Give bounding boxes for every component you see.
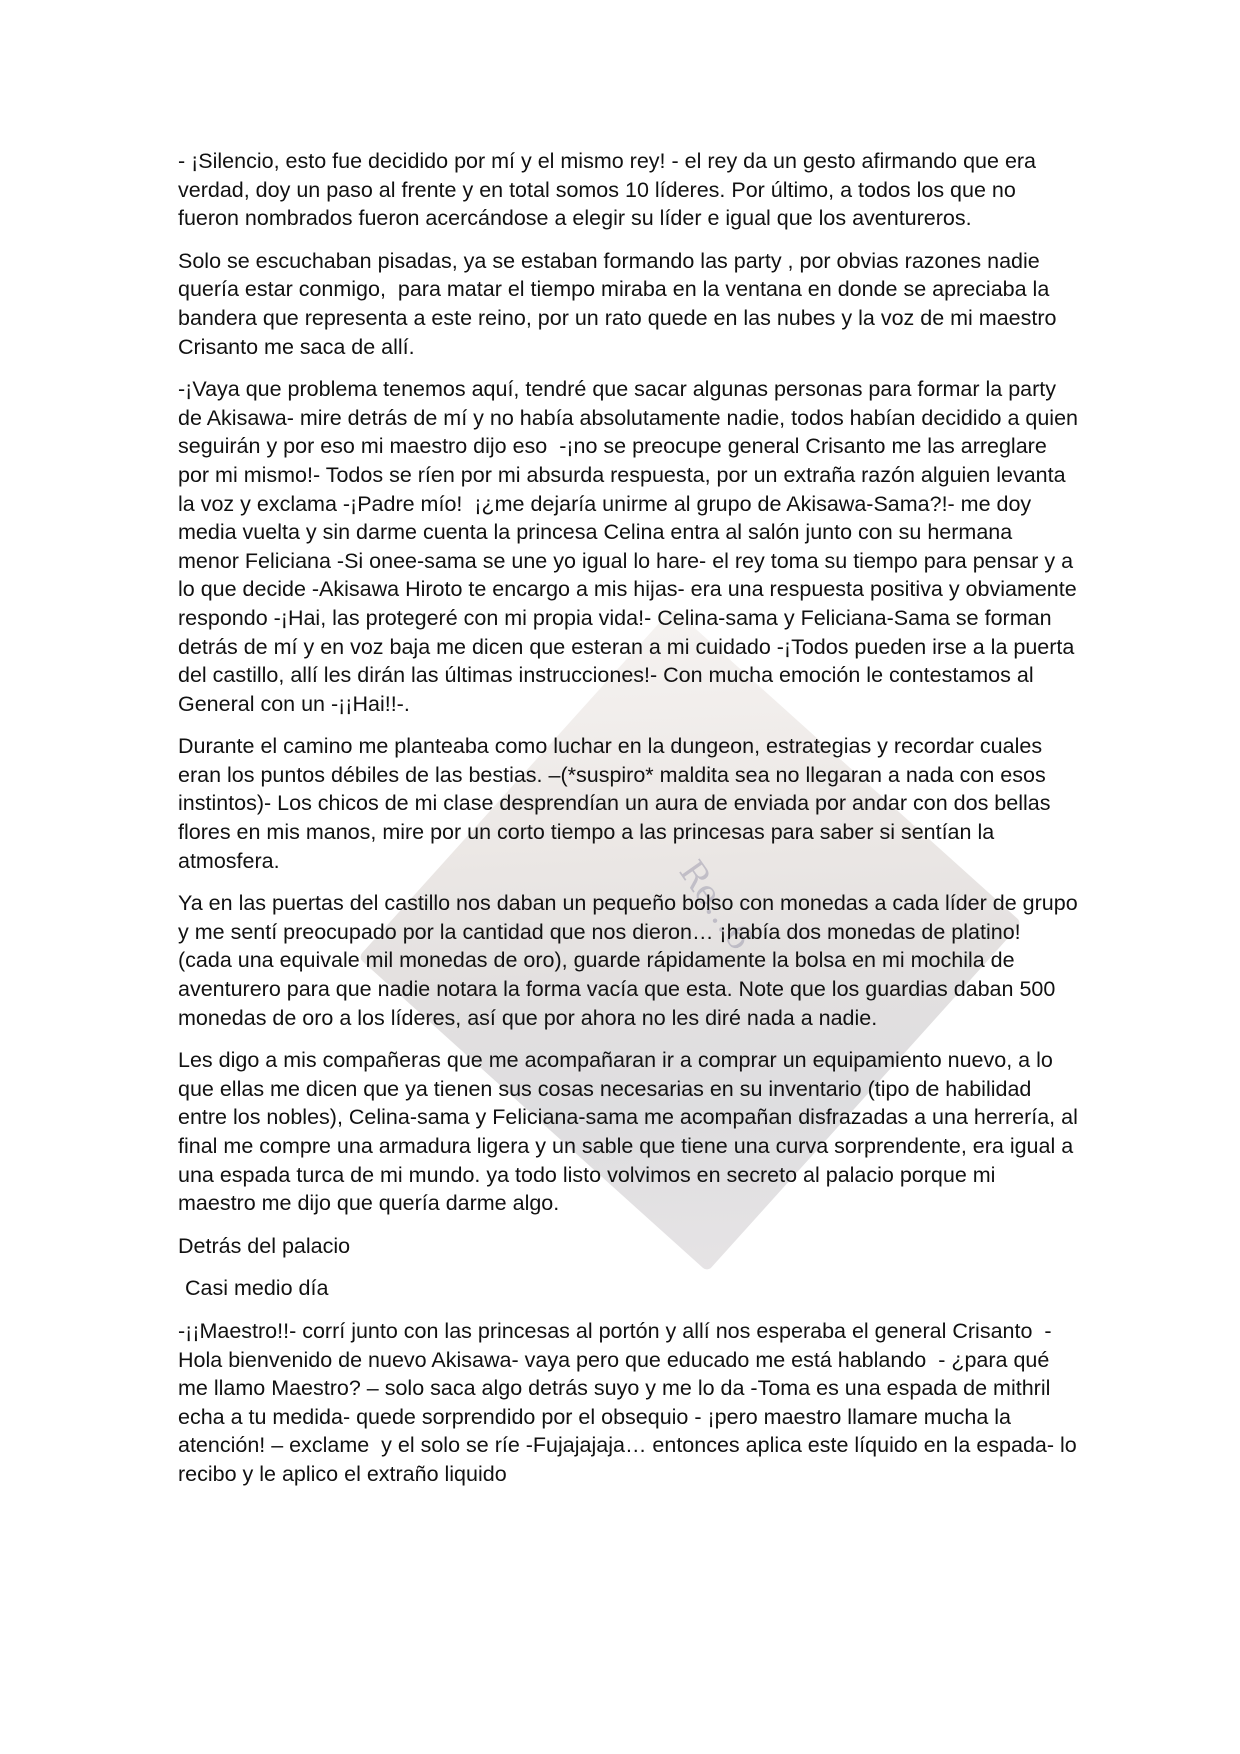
paragraph-7: -¡¡Maestro!!- corrí junto con las princesas al portón y allí nos esperaba el general Crisanto -Hola bienvenido de nuevo Akisawa- vaya pero que educado me está hablando - ¿para qué me llamo Maestro? – solo saca algo detrás suyo y me lo da -Toma es una espada de mithril echa a tu medida- quede sorprendido por el obsequio - ¡pero maestro llamare mucha la atención! – exclame y el solo se ríe -Fujajajaja… entonces aplica este líquido en la espada- lo recibo y le aplico el extraño liquido: [178, 1318, 1083, 1486]
section-heading: Detrás del palacio: [178, 1233, 351, 1258]
paragraph-5: Ya en las puertas del castillo nos daban un pequeño bolso con monedas a cada líder de grupo y me sentí preocupado por la cantidad que nos dieron… ¡había dos monedas de platino! (cada una equivale mil monedas de oro), guarde rápidamente la bolsa en mi mochila de aventurero para que nadie notara la forma vacía que esta. Note que los guardias daban 500 monedas de oro a los líderes, así que por ahora no les diré nada a nadie.: [178, 891, 1084, 1030]
paragraph-4: Durante el camino me planteaba como luchar en la dungeon, estrategias y recordar cuales eran los puntos débiles de las bestias. –(*suspiro* maldita sea no llegaran a nada con esos instintos)- Los chicos de mi clase desprendían un aura de enviada por andar con dos bellas flores en mis manos, mire por un corto tiempo a las princesas para saber si sentían la atmosfera.: [178, 734, 1057, 873]
paragraph-2: Solo se escuchaban pisadas, ya se estaban formando las party , por obvias razones nadie quería estar conmigo, para matar el tiempo miraba en la ventana en donde se apreciaba la bandera que representa a este reino, por un rato quede en las nubes y la voz de mi maestro Crisanto me saca de allí.: [178, 248, 1063, 359]
document-body: [178, 147, 1084, 1503]
watermark-text: Re...6: [670, 853, 761, 958]
paragraph-3: -¡Vaya que problema tenemos aquí, tendré que sacar algunas personas para formar la party de Akisawa- mire detrás de mí y no había absolutamente nadie, todos habían decidido a quien seguirán y por eso mi maestro dijo eso -¡no se preocupe general Crisanto me las arreglare por mi mismo!- Todos se ríen por mi absurda respuesta, por un extraña razón alguien levanta la voz y exclama -¡Padre mío! ¡¿me dejaría unirme al grupo de Akisawa-Sama?!- me doy media vuelta y sin darme cuenta la princesa Celina entra al salón junto con su hermana menor Feliciana -Si onee-sama se une yo igual lo hare- el rey toma su tiempo para pensar y a lo que decide -Akisawa Hiroto te encargo a mis hijas- era una respuesta positiva y obviamente respondo -¡Hai, las protegeré con mi propia vida!- Celina-sama y Feliciana-Sama se forman detrás de mí y en voz baja me dicen que esteran a mi cuidado -¡Todos pueden irse a la puerta del castillo, allí les dirán las últimas instrucciones!- Con mucha emoción le contestamos al General con un -¡¡Hai!!-.: [178, 377, 1084, 716]
time-note: Casi medio día: [185, 1276, 329, 1301]
paragraph-1: - ¡Silencio, esto fue decidido por mí y el mismo rey! - el rey da un gesto afirmando que era verdad, doy un paso al frente y en total somos 10 líderes. Por último, a todos los que no fueron nombrados fueron acercándose a elegir su líder e igual que los aventureros.: [178, 149, 1043, 231]
paragraph-6: Les digo a mis compañeras que me acompañaran ir a comprar un equipamiento nuevo, a lo que ellas me dicen que ya tienen sus cosas necesarias en su inventario (tipo de habilidad entre los nobles), Celina-sama y Feliciana-sama me acompañan disfrazadas a una herrería, al final me compre una armadura ligera y un sable que tiene una curva sorprendente, era igual a una espada turca de mi mundo. ya todo listo volvimos en secreto al palacio porque mi maestro me dijo que quería darme algo.: [178, 1048, 1084, 1216]
